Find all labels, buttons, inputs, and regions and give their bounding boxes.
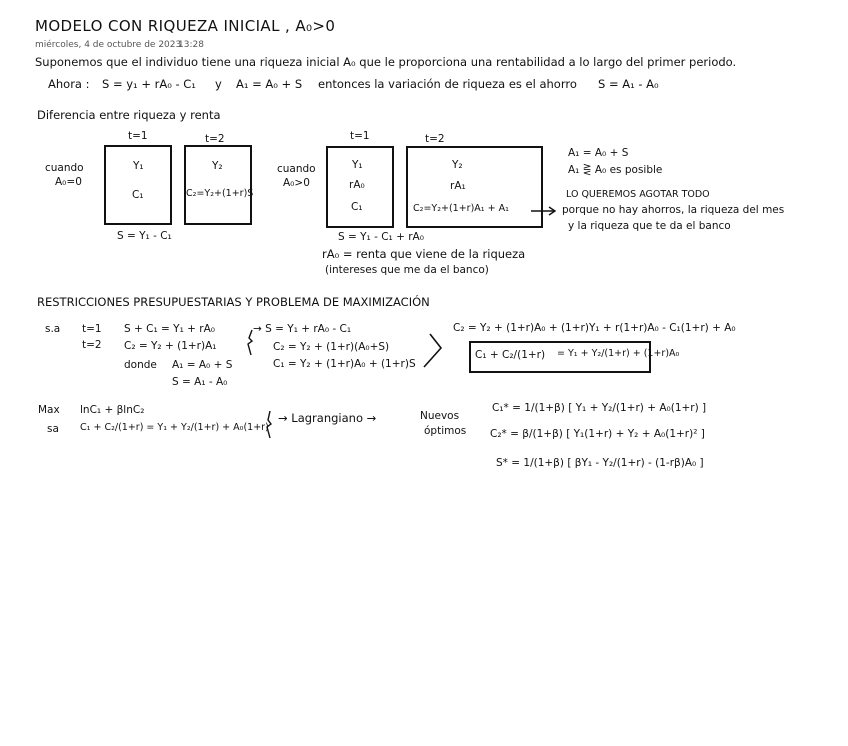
side-eq-a1: A₁ = A₀ + S bbox=[568, 147, 629, 159]
right-b1-wealth-return: rA₀ bbox=[349, 179, 365, 191]
max-label: Max bbox=[38, 404, 60, 416]
right-note-renta: rA₀ = renta que viene de la riqueza bbox=[322, 247, 526, 261]
restr-eq-s: S = A₁ - A₀ bbox=[172, 376, 228, 388]
solution-s: S* = 1/(1+β) [ βY₁ - Y₂/(1+r) - (1-rβ)A₀ ] bbox=[496, 457, 704, 469]
right-t1-label: t=1 bbox=[350, 130, 370, 142]
right-t2-label: t=2 bbox=[425, 133, 445, 145]
side-note-ahorros: porque no hay ahorros, la riqueza del mes bbox=[562, 204, 785, 216]
budget-constraint-rhs: = Y₁ + Y₂/(1+r) + (1+r)A₀ bbox=[557, 348, 680, 359]
intro-eq-savings: S = y₁ + rA₀ - C₁ bbox=[102, 77, 196, 91]
lagrangian-arrow: → Lagrangiano → bbox=[278, 411, 377, 425]
solution-c2: C₂* = β/(1+β) [ Y₁(1+r) + Y₂ + A₀(1+r)² ] bbox=[490, 428, 705, 440]
restr-donde: donde bbox=[124, 359, 157, 371]
left-t1-label: t=1 bbox=[128, 130, 148, 142]
left-b1-consumption: C₁ bbox=[132, 189, 144, 201]
intro-eq-wealth: A₁ = A₀ + S bbox=[236, 77, 303, 91]
restr-t1-label: t=1 bbox=[82, 323, 102, 335]
budget-constraint-lhs: C₁ + C₂/(1+r) bbox=[475, 349, 546, 361]
intro-eq-ahorro: S = A₁ - A₀ bbox=[598, 77, 659, 91]
left-condition: A₀=0 bbox=[55, 176, 82, 188]
restr-chevron bbox=[424, 334, 441, 367]
note-time: 13:28 bbox=[178, 40, 204, 50]
left-period1-box bbox=[104, 145, 172, 225]
nuevos-label: Nuevos bbox=[420, 410, 460, 422]
intro-ahora: Ahora : bbox=[48, 77, 90, 91]
note-date: miércoles, 4 de octubre de 2023 bbox=[35, 40, 182, 50]
right-savings-eq: S = Y₁ - C₁ + rA₀ bbox=[338, 231, 424, 243]
restr-brace bbox=[248, 330, 252, 355]
right-b2-income: Y₂ bbox=[452, 159, 463, 171]
right-period2-box bbox=[406, 146, 543, 228]
left-period2-box bbox=[184, 145, 252, 225]
page-title: MODELO CON RIQUEZA INICIAL , A₀>0 bbox=[35, 17, 336, 35]
right-condition: A₀>0 bbox=[283, 177, 310, 189]
restr-eq-a1: A₁ = A₀ + S bbox=[172, 359, 233, 371]
left-b2-income: Y₂ bbox=[212, 160, 223, 172]
left-b2-consumption: C₂=Y₂+(1+r)S bbox=[186, 188, 254, 199]
restr-mid-1: → S = Y₁ + rA₀ - C₁ bbox=[253, 323, 352, 335]
left-savings-eq: S = Y₁ - C₁ bbox=[117, 230, 172, 242]
right-b2-consumption: C₂=Y₂+(1+r)A₁ + A₁ bbox=[413, 203, 509, 214]
side-note-banco: y la riqueza que te da el banco bbox=[568, 220, 731, 232]
left-b1-income: Y₁ bbox=[133, 160, 144, 172]
side-note-agotar: LO QUEREMOS AGOTAR TODO bbox=[566, 189, 710, 200]
restr-mid-2: C₂ = Y₂ + (1+r)(A₀+S) bbox=[273, 341, 390, 353]
max-constraint: C₁ + C₂/(1+r) = Y₁ + Y₂/(1+r) + A₀(1+r) bbox=[80, 422, 269, 433]
arrow-to-notes-head bbox=[549, 207, 555, 215]
restr-eq-t1: S + C₁ = Y₁ + rA₀ bbox=[124, 323, 215, 335]
right-cuando: cuando bbox=[277, 163, 316, 175]
solution-c1: C₁* = 1/(1+β) [ Y₁ + Y₂/(1+r) + A₀(1+r) ] bbox=[492, 402, 707, 414]
restr-eq-t2: C₂ = Y₂ + (1+r)A₁ bbox=[124, 340, 217, 352]
right-b1-income: Y₁ bbox=[352, 159, 363, 171]
restr-right-eq: C₂ = Y₂ + (1+r)A₀ + (1+r)Y₁ + r(1+r)A₀ - C₁(1+r) + A₀ bbox=[453, 322, 736, 334]
intro-line-1: Suponemos que el individuo tiene una riqueza inicial A₀ que le proporciona una rentabilidad a lo largo del primer periodo. bbox=[35, 55, 737, 69]
intro-and: y bbox=[215, 77, 222, 91]
right-b1-consumption: C₁ bbox=[351, 201, 363, 213]
left-t2-label: t=2 bbox=[205, 133, 225, 145]
restr-mid-3: C₁ = Y₂ + (1+r)A₀ + (1+r)S bbox=[273, 358, 416, 370]
max-objective: lnC₁ + βlnC₂ bbox=[80, 404, 145, 416]
diff-heading: Diferencia entre riqueza y renta bbox=[37, 108, 221, 122]
right-note-intereses: (intereses que me da el banco) bbox=[325, 264, 489, 276]
restrictions-heading: RESTRICCIONES PRESUPUESTARIAS Y PROBLEMA DE MAXIMIZACIÓN bbox=[37, 295, 430, 309]
right-b2-wealth-return: rA₁ bbox=[450, 180, 466, 192]
intro-then: entonces la variación de riqueza es el ahorro bbox=[318, 77, 577, 91]
max-sa: sa bbox=[47, 423, 59, 435]
left-cuando: cuando bbox=[45, 162, 84, 174]
restr-t2-label: t=2 bbox=[82, 339, 102, 351]
optimos-label: óptimos bbox=[424, 425, 467, 437]
side-eq-possible: A₁ ⋛ A₀ es posible bbox=[568, 164, 663, 176]
restr-sa: s.a bbox=[45, 323, 61, 335]
